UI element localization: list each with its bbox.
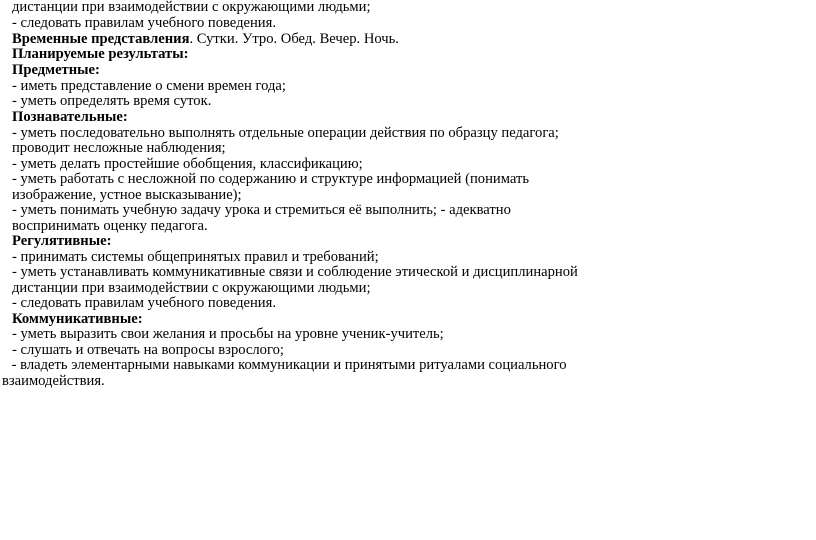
text-line: - уметь выразить свои желания и просьбы на уровне ученик-учитель; xyxy=(12,326,444,342)
text-line: взаимодействия. xyxy=(2,373,105,389)
communicative-heading: Коммуникативные: xyxy=(12,311,143,327)
text-line: - принимать системы общепринятых правил и требований; xyxy=(12,249,379,265)
text-line: - уметь устанавливать коммуникативные связи и соблюдение этической и дисциплинарной xyxy=(12,264,578,280)
time-concepts-heading: Временные представления xyxy=(12,31,190,47)
text-line: - уметь делать простейшие обобщения, классификацию; xyxy=(12,156,363,172)
time-concepts-text: . Сутки. Утро. Обед. Вечер. Ночь. xyxy=(189,31,399,47)
text-line: дистанции при взаимодействии с окружающими людьми; xyxy=(12,0,371,15)
planned-results-heading: Планируемые результаты: xyxy=(12,46,189,62)
text-line: проводит несложные наблюдения; xyxy=(12,140,226,156)
text-line: - владеть элементарными навыками коммуникации и принятыми ритуалами социального xyxy=(8,357,567,373)
text-line: изображение, устное высказывание); xyxy=(12,187,242,203)
text-line: воспринимать оценку педагога. xyxy=(12,218,208,234)
text-line: - слушать и отвечать на вопросы взрослого; xyxy=(12,342,284,358)
text-line: - уметь последовательно выполнять отдельные операции действия по образцу педагога; xyxy=(12,125,559,141)
regulatory-heading: Регулятивные: xyxy=(12,233,112,249)
subject-results-heading: Предметные: xyxy=(12,62,100,78)
text-line: - уметь работать с несложной по содержанию и структуре информацией (понимать xyxy=(12,171,529,187)
text-line: дистанции при взаимодействии с окружающими людьми; xyxy=(12,280,371,296)
text-line: - иметь представление о смени времен года; xyxy=(12,78,286,94)
text-line: - следовать правилам учебного поведения. xyxy=(12,15,276,31)
text-line: - следовать правилам учебного поведения. xyxy=(12,295,276,311)
cognitive-heading: Познавательные: xyxy=(12,109,128,125)
time-concepts-line xyxy=(12,31,399,47)
text-line: - уметь определять время суток. xyxy=(12,93,212,109)
text-line: - уметь понимать учебную задачу урока и стремиться её выполнить; - адекватно xyxy=(12,202,511,218)
